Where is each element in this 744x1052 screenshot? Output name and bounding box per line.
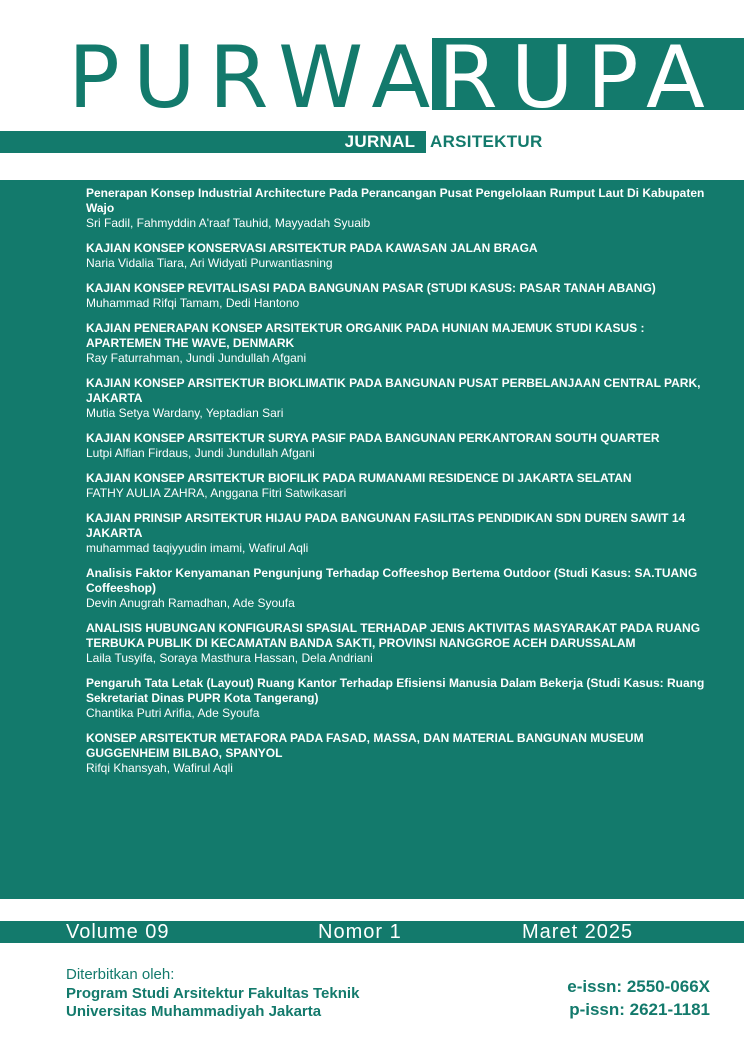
article-item	[86, 621, 716, 666]
article-authors: Mutia Setya Wardany, Yeptadian Sari	[86, 406, 284, 420]
publisher-program: Program Studi Arsitektur Fakultas Teknik	[66, 985, 360, 1002]
article-authors: Devin Anugrah Ramadhan, Ade Syoufa	[86, 596, 295, 610]
subtitle-jurnal: JURNAL	[334, 131, 426, 153]
issue-date: Maret 2025	[522, 921, 634, 943]
article-title: Analisis Faktor Kenyamanan Pengunjung Terhadap Coffeeshop Bertema Outdoor (Studi Kasus: SA.TUANG Coffeeshop)	[86, 566, 698, 595]
article-list	[86, 186, 716, 786]
subtitle-arsitektur: ARSITEKTUR	[430, 132, 543, 151]
article-item	[86, 281, 716, 311]
article-title: ANALISIS HUBUNGAN KONFIGURASI SPASIAL TERHADAP JENIS AKTIVITAS MASYARAKAT PADA RUANG TERBUKA PUBLIK DI KECAMATAN BANDA SAKTI, PROVINSI NANGGROE ACEH DARUSSALAM	[86, 621, 701, 650]
journal-title-right: RUPA	[438, 28, 718, 128]
article-item	[86, 376, 716, 421]
article-authors: Lutpi Alfian Firdaus, Jundi Jundullah Afgani	[86, 446, 315, 460]
article-title: KAJIAN KONSEP ARSITEKTUR SURYA PASIF PADA BANGUNAN PERKANTORAN SOUTH QUARTER	[86, 431, 660, 445]
article-title: KAJIAN PRINSIP ARSITEKTUR HIJAU PADA BANGUNAN FASILITAS PENDIDIKAN SDN DUREN SAWIT 14 JAKARTA	[86, 511, 686, 540]
article-authors: FATHY AULIA ZAHRA, Anggana Fitri Satwikasari	[86, 486, 347, 500]
article-title: KAJIAN KONSEP ARSITEKTUR BIOFILIK PADA RUMANAMI RESIDENCE DI JAKARTA SELATAN	[86, 471, 632, 485]
article-authors: Ray Faturrahman, Jundi Jundullah Afgani	[86, 351, 307, 365]
article-title: KAJIAN KONSEP ARSITEKTUR BIOKLIMATIK PADA BANGUNAN PUSAT PERBELANJAAN CENTRAL PARK, JAKARTA	[86, 376, 701, 405]
article-authors: Muhammad Rifqi Tamam, Dedi Hantono	[86, 296, 300, 310]
article-authors: Laila Tusyifa, Soraya Masthura Hassan, Dela Andriani	[86, 651, 373, 665]
article-title: KAJIAN KONSEP KONSERVASI ARSITEKTUR PADA KAWASAN JALAN BRAGA	[86, 241, 538, 255]
article-item	[86, 321, 716, 366]
p-issn: p-issn: 2621-1181	[569, 1000, 710, 1019]
issue-volume: Volume 09	[66, 921, 170, 943]
article-authors: Chantika Putri Arifia, Ade Syoufa	[86, 706, 260, 720]
e-issn: e-issn: 2550-066X	[567, 977, 710, 996]
article-item	[86, 241, 716, 271]
subtitle-bar	[0, 131, 334, 153]
journal-title-left: PURWA	[68, 28, 444, 128]
article-authors: muhammad taqiyyudin imami, Wafirul Aqli	[86, 541, 309, 555]
article-item	[86, 431, 716, 461]
article-title: KAJIAN KONSEP REVITALISASI PADA BANGUNAN PASAR (STUDI KASUS: PASAR TANAH ABANG)	[86, 281, 656, 295]
article-title: KAJIAN PENERAPAN KONSEP ARSITEKTUR ORGANIK PADA HUNIAN MAJEMUK STUDI KASUS : APARTEMEN THE WAVE, DENMARK	[86, 321, 645, 350]
article-authors: Sri Fadil, Fahmyddin A'raaf Tauhid, Mayyadah Syuaib	[86, 216, 371, 230]
article-authors: Rifqi Khansyah, Wafirul Aqli	[86, 761, 233, 775]
article-item	[86, 511, 716, 556]
article-authors: Naria Vidalia Tiara, Ari Widyati Purwantiasning	[86, 256, 333, 270]
article-item	[86, 186, 716, 231]
article-title: Penerapan Konsep Industrial Architecture Pada Perancangan Pusat Pengelolaan Rumput Laut Di Kabupaten Wajo	[86, 186, 705, 215]
article-item	[86, 731, 716, 776]
article-item	[86, 471, 716, 501]
article-title: KONSEP ARSITEKTUR METAFORA PADA FASAD, MASSA, DAN MATERIAL BANGUNAN MUSEUM GUGGENHEIM BILBAO, SPANYOL	[86, 731, 644, 760]
article-title: Pengaruh Tata Letak (Layout) Ruang Kantor Terhadap Efisiensi Manusia Dalam Bekerja (Studi Kasus: Ruang Sekretariat Dinas PUPR Kota Tangerang)	[86, 676, 705, 705]
publisher-university: Universitas Muhammadiyah Jakarta	[66, 1003, 322, 1020]
publisher-label: Diterbitkan oleh:	[66, 966, 175, 983]
article-item	[86, 566, 716, 611]
article-item	[86, 676, 716, 721]
issue-number: Nomor 1	[318, 921, 402, 943]
